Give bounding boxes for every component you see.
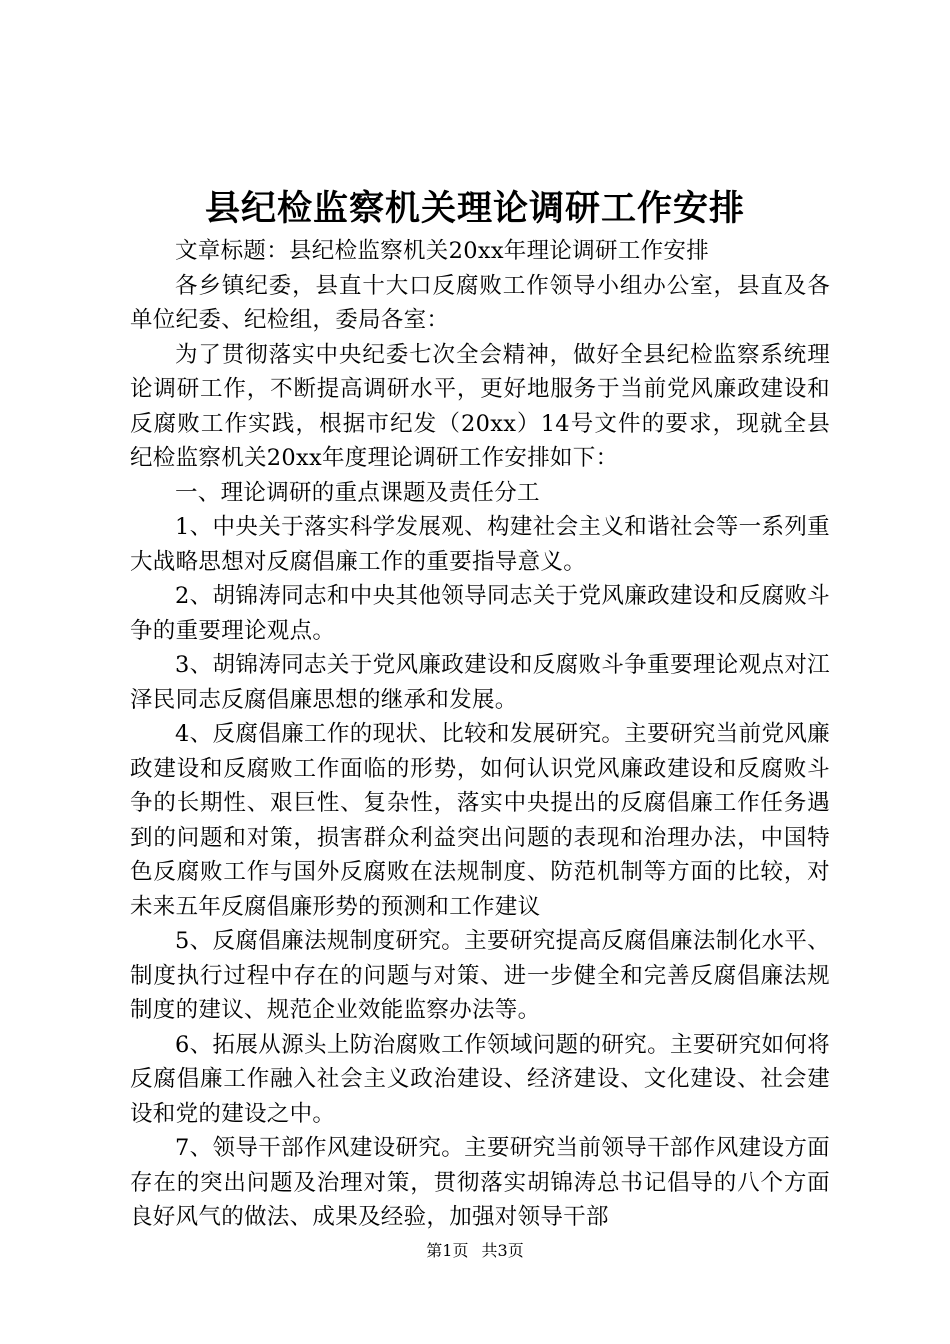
list-item: 3、胡锦涛同志关于党风廉政建设和反腐败斗争重要理论观点对江泽民同志反腐倡廉思想的继承和发展。 [130,652,830,713]
list-item: 7、领导干部作风建设研究。主要研究当前领导干部作风建设方面存在的突出问题及治理对策，贯彻落实胡锦涛总书记倡导的八个方面良好风气的做法、成果及经验，加强对领导干部 [130,1135,830,1230]
list-item: 2、胡锦涛同志和中央其他领导同志关于党风廉政建设和反腐败斗争的重要理论观点。 [130,583,830,644]
list-item: 4、反腐倡廉工作的现状、比较和发展研究。主要研究当前党风廉政建设和反腐败工作面临的形势，如何认识党风廉政建设和反腐败斗争的长期性、艰巨性、复杂性，落实中央提出的反腐倡廉工作任务遇到的问题和对策，损害群众利益突出问题的表现和治理办法，中国特色反腐败工作与国外反腐败在法规制度、防范机制等方面的比较，对未来五年反腐倡廉形势的预测和工作建议 [130,721,830,920]
paragraph-intro: 为了贯彻落实中央纪委七次全会精神，做好全县纪检监察系统理论调研工作，不断提高调研水平，更好地服务于当前党风廉政建设和反腐败工作实践，根据市纪发（20xx）14号文件的要求，现就全县纪检监察机关20xx年度理论调研工作安排如下： [130,341,830,471]
page-total: 共3页 [481,1241,524,1260]
list-item: 1、中央关于落实科学发展观、构建社会主义和谐社会等一系列重大战略思想对反腐倡廉工作的重要指导意义。 [130,514,830,575]
paragraph-addressees: 各乡镇纪委，县直十大口反腐败工作领导小组办公室，县直及各单位纪委、纪检组，委局各室： [130,272,830,333]
list-item: 5、反腐倡廉法规制度研究。主要研究提高反腐倡廉法制化水平、制度执行过程中存在的问题与对策、进一步健全和完善反腐倡廉法规制度的建议、规范企业效能监察办法等。 [130,928,830,1023]
document-body [130,234,830,1235]
document-title: 县纪检监察机关理论调研工作安排 [204,189,745,229]
page-footer [0,1240,950,1262]
section-heading-1: 一、理论调研的重点课题及责任分工 [175,479,540,506]
page-number: 第1页 [426,1241,469,1260]
list-item: 6、拓展从源头上防治腐败工作领域问题的研究。主要研究如何将反腐倡廉工作融入社会主义政治建设、经济建设、文化建设、社会建设和党的建设之中。 [130,1031,830,1127]
paragraph-article-title: 文章标题：县纪检监察机关20xx年理论调研工作安排 [175,238,710,264]
